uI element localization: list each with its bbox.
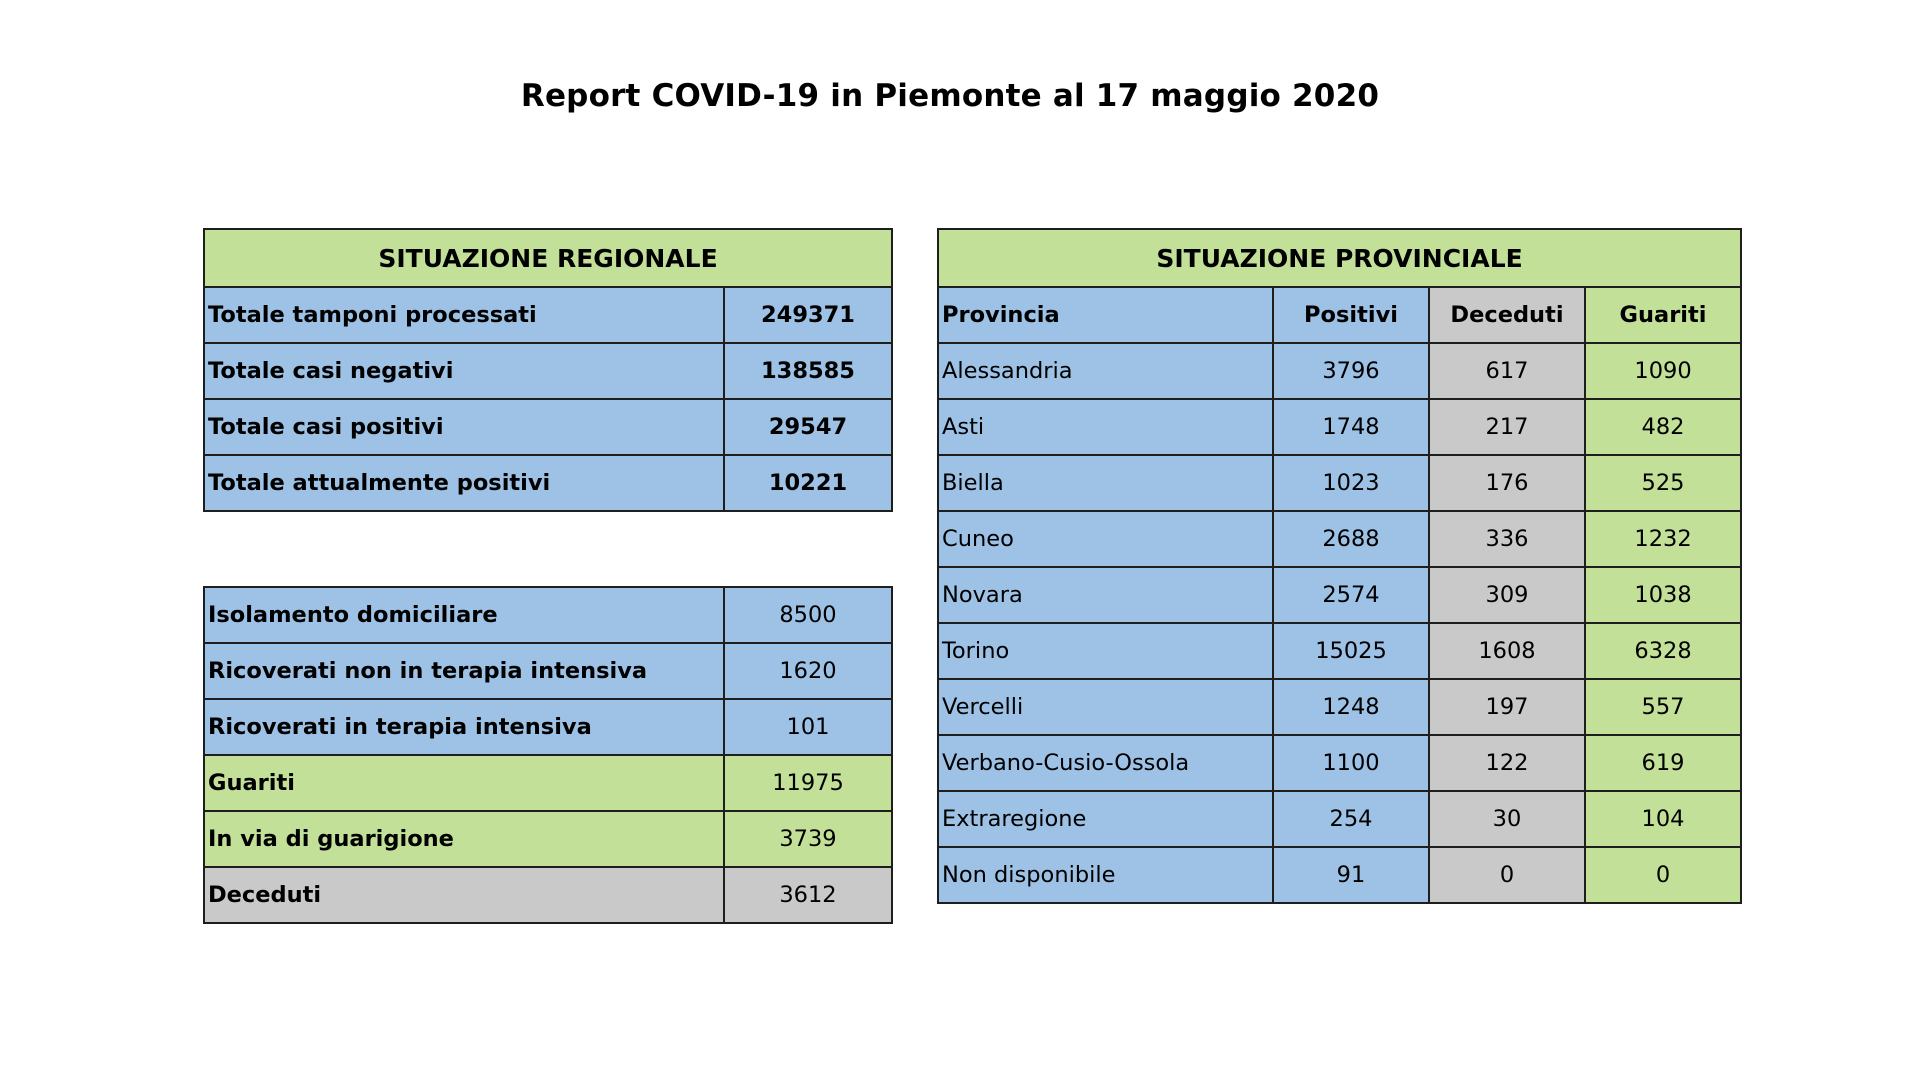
summary-value: 29547: [724, 399, 892, 455]
guariti-cell: 619: [1585, 735, 1741, 791]
deceduti-cell: 217: [1429, 399, 1585, 455]
detail-value: 8500: [724, 587, 892, 643]
table-row: [204, 811, 892, 867]
table-row: [204, 755, 892, 811]
deceduti-cell: 0: [1429, 847, 1585, 903]
column-header-guariti: Guariti: [1585, 287, 1741, 343]
table-row: [938, 399, 1741, 455]
provincia-cell: Torino: [938, 623, 1273, 679]
column-header-row: [938, 287, 1741, 343]
guariti-cell: 482: [1585, 399, 1741, 455]
deceduti-cell: 1608: [1429, 623, 1585, 679]
detail-label: Deceduti: [204, 867, 724, 923]
table-row: [938, 343, 1741, 399]
table-row: [204, 399, 892, 455]
table-row: [938, 679, 1741, 735]
provincia-cell: Verbano-Cusio-Ossola: [938, 735, 1273, 791]
summary-value: 10221: [724, 455, 892, 511]
provincia-cell: Non disponibile: [938, 847, 1273, 903]
provincia-cell: Cuneo: [938, 511, 1273, 567]
provincia-cell: Vercelli: [938, 679, 1273, 735]
summary-label: Totale tamponi processati: [204, 287, 724, 343]
provincia-cell: Biella: [938, 455, 1273, 511]
summary-label: Totale casi negativi: [204, 343, 724, 399]
positivi-cell: 91: [1273, 847, 1429, 903]
provincial-table: [937, 228, 1742, 904]
detail-label: In via di guarigione: [204, 811, 724, 867]
table-row: [938, 791, 1741, 847]
deceduti-cell: 309: [1429, 567, 1585, 623]
column-header-deceduti: Deceduti: [1429, 287, 1585, 343]
regional-details-table: [203, 586, 893, 924]
detail-value: 3612: [724, 867, 892, 923]
column-header-positivi: Positivi: [1273, 287, 1429, 343]
detail-label: Ricoverati in terapia intensiva: [204, 699, 724, 755]
table-row: [204, 643, 892, 699]
table-row: [204, 455, 892, 511]
table-row: [204, 867, 892, 923]
deceduti-cell: 197: [1429, 679, 1585, 735]
guariti-cell: 1232: [1585, 511, 1741, 567]
provincial-header-row: [938, 229, 1741, 287]
guariti-cell: 557: [1585, 679, 1741, 735]
positivi-cell: 1748: [1273, 399, 1429, 455]
deceduti-cell: 122: [1429, 735, 1585, 791]
regional-header: SITUAZIONE REGIONALE: [204, 229, 892, 287]
positivi-cell: 254: [1273, 791, 1429, 847]
guariti-cell: 104: [1585, 791, 1741, 847]
positivi-cell: 3796: [1273, 343, 1429, 399]
deceduti-cell: 30: [1429, 791, 1585, 847]
summary-value: 249371: [724, 287, 892, 343]
positivi-cell: 1023: [1273, 455, 1429, 511]
detail-value: 1620: [724, 643, 892, 699]
guariti-cell: 525: [1585, 455, 1741, 511]
table-row: [938, 623, 1741, 679]
detail-label: Guariti: [204, 755, 724, 811]
table-row: [938, 847, 1741, 903]
provincia-cell: Novara: [938, 567, 1273, 623]
positivi-cell: 2574: [1273, 567, 1429, 623]
table-row: [938, 567, 1741, 623]
positivi-cell: 15025: [1273, 623, 1429, 679]
provincial-header: SITUAZIONE PROVINCIALE: [938, 229, 1741, 287]
table-row: [938, 735, 1741, 791]
table-row: [204, 587, 892, 643]
table-row: [938, 511, 1741, 567]
detail-value: 101: [724, 699, 892, 755]
column-header-provincia: Provincia: [938, 287, 1273, 343]
summary-label: Totale attualmente positivi: [204, 455, 724, 511]
table-row: [204, 287, 892, 343]
provincia-cell: Extraregione: [938, 791, 1273, 847]
provincia-cell: Alessandria: [938, 343, 1273, 399]
table-row: [938, 455, 1741, 511]
positivi-cell: 1100: [1273, 735, 1429, 791]
regional-summary-table: [203, 228, 893, 512]
regional-header-row: [204, 229, 892, 287]
positivi-cell: 1248: [1273, 679, 1429, 735]
summary-label: Totale casi positivi: [204, 399, 724, 455]
detail-value: 3739: [724, 811, 892, 867]
guariti-cell: 1090: [1585, 343, 1741, 399]
deceduti-cell: 176: [1429, 455, 1585, 511]
detail-value: 11975: [724, 755, 892, 811]
table-row: [204, 343, 892, 399]
detail-label: Isolamento domiciliare: [204, 587, 724, 643]
provincia-cell: Asti: [938, 399, 1273, 455]
summary-value: 138585: [724, 343, 892, 399]
table-row: [204, 699, 892, 755]
guariti-cell: 1038: [1585, 567, 1741, 623]
guariti-cell: 0: [1585, 847, 1741, 903]
positivi-cell: 2688: [1273, 511, 1429, 567]
guariti-cell: 6328: [1585, 623, 1741, 679]
deceduti-cell: 336: [1429, 511, 1585, 567]
report-title: Report COVID-19 in Piemonte al 17 maggio 2020: [520, 78, 1380, 114]
detail-label: Ricoverati non in terapia intensiva: [204, 643, 724, 699]
deceduti-cell: 617: [1429, 343, 1585, 399]
